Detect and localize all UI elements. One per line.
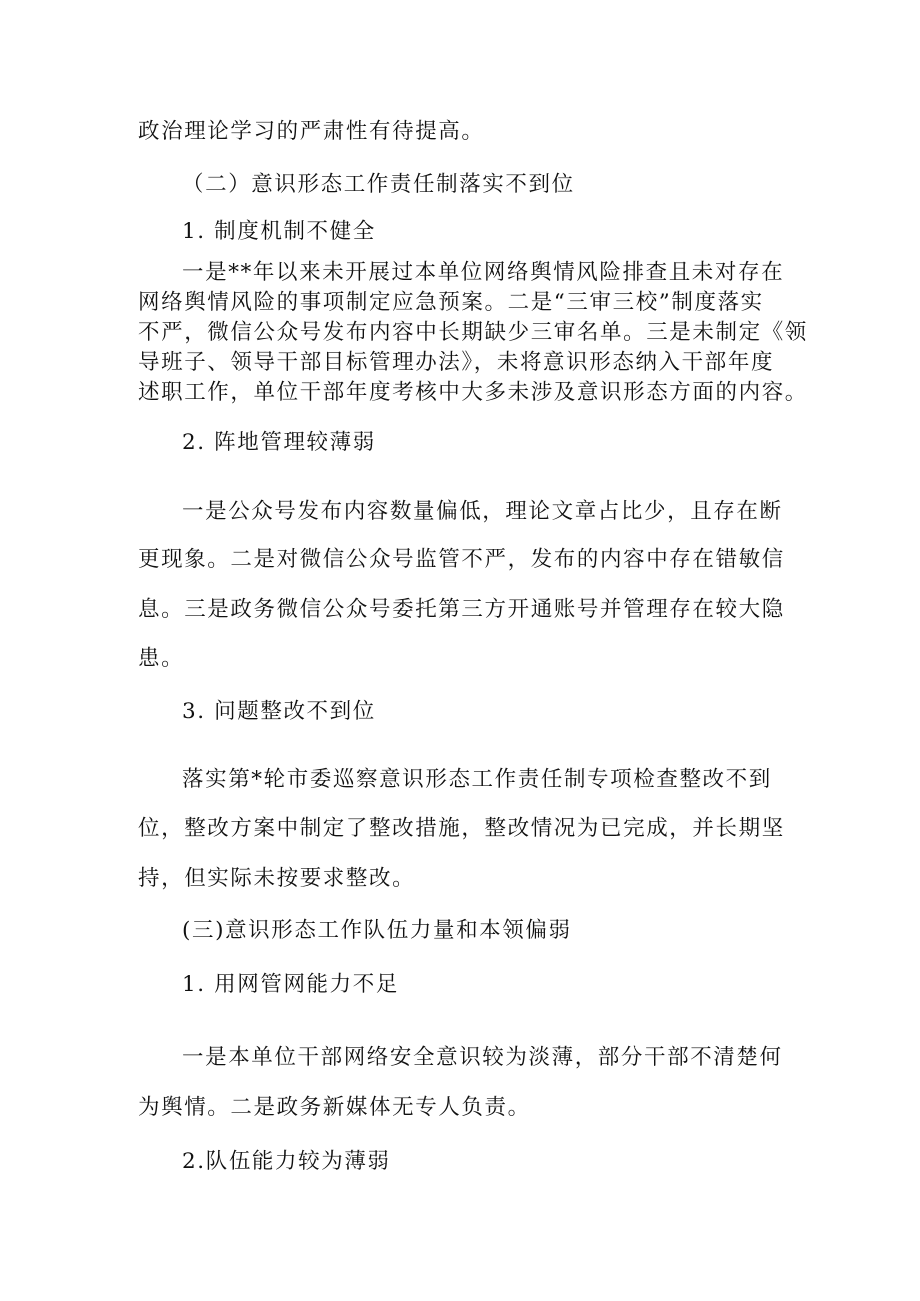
body-text-line: 持，但实际未按要求整改。 [138, 866, 416, 891]
body-text-line: 不严，微信公众号发布内容中长期缺少三审名单。三是未制定《领 [138, 320, 808, 345]
body-text-line: 导班子、领导干部目标管理办法》，未将意识形态纳入干部年度 [138, 350, 775, 375]
section-heading-2: （二）意识形态工作责任制落实不到位 [182, 172, 575, 197]
body-text-line: 一是公众号发布内容数量偏低，理论文章占比少，且存在断 [182, 499, 783, 524]
body-text-line: 政治理论学习的严肃性有待提高。 [138, 119, 485, 144]
body-text-line: 位，整改方案中制定了整改措施，整改情况为已完成，并长期坚 [138, 816, 785, 841]
section-heading-3: (三)意识形态工作队伍力量和本领偏弱 [182, 918, 572, 943]
subheading-1: 1. 用网管网能力不足 [182, 972, 399, 997]
subheading-2: 2.队伍能力较为薄弱 [182, 1149, 391, 1174]
body-text-line: 一是本单位干部网络安全意识较为淡薄，部分干部不清楚何 [182, 1045, 783, 1070]
subheading-3: 3. 问题整改不到位 [182, 699, 376, 724]
body-text-line: 网络舆情风险的事项制定应急预案。二是“三审三校”制度落实 [138, 290, 764, 315]
body-text-line: 述职工作，单位干部年度考核中大多未涉及意识形态方面的内容。 [138, 380, 808, 405]
body-text-line: 落实第*轮市委巡察意识形态工作责任制专项检查整改不到 [182, 767, 772, 792]
body-text-line: 更现象。二是对微信公众号监管不严，发布的内容中存在错敏信 [138, 547, 785, 572]
body-text-line: 患。 [138, 646, 185, 671]
body-text-line: 为舆情。二是政务新媒体无专人负责。 [138, 1095, 531, 1120]
subheading-1: 1. 制度机制不健全 [182, 219, 376, 244]
body-text-line: 息。三是政务微信公众号委托第三方开通账号并管理存在较大隐 [138, 597, 785, 622]
subheading-2: 2. 阵地管理较薄弱 [182, 430, 376, 455]
body-text-line: 一是**年以来未开展过本单位网络舆情风险排查且未对存在 [182, 260, 785, 285]
